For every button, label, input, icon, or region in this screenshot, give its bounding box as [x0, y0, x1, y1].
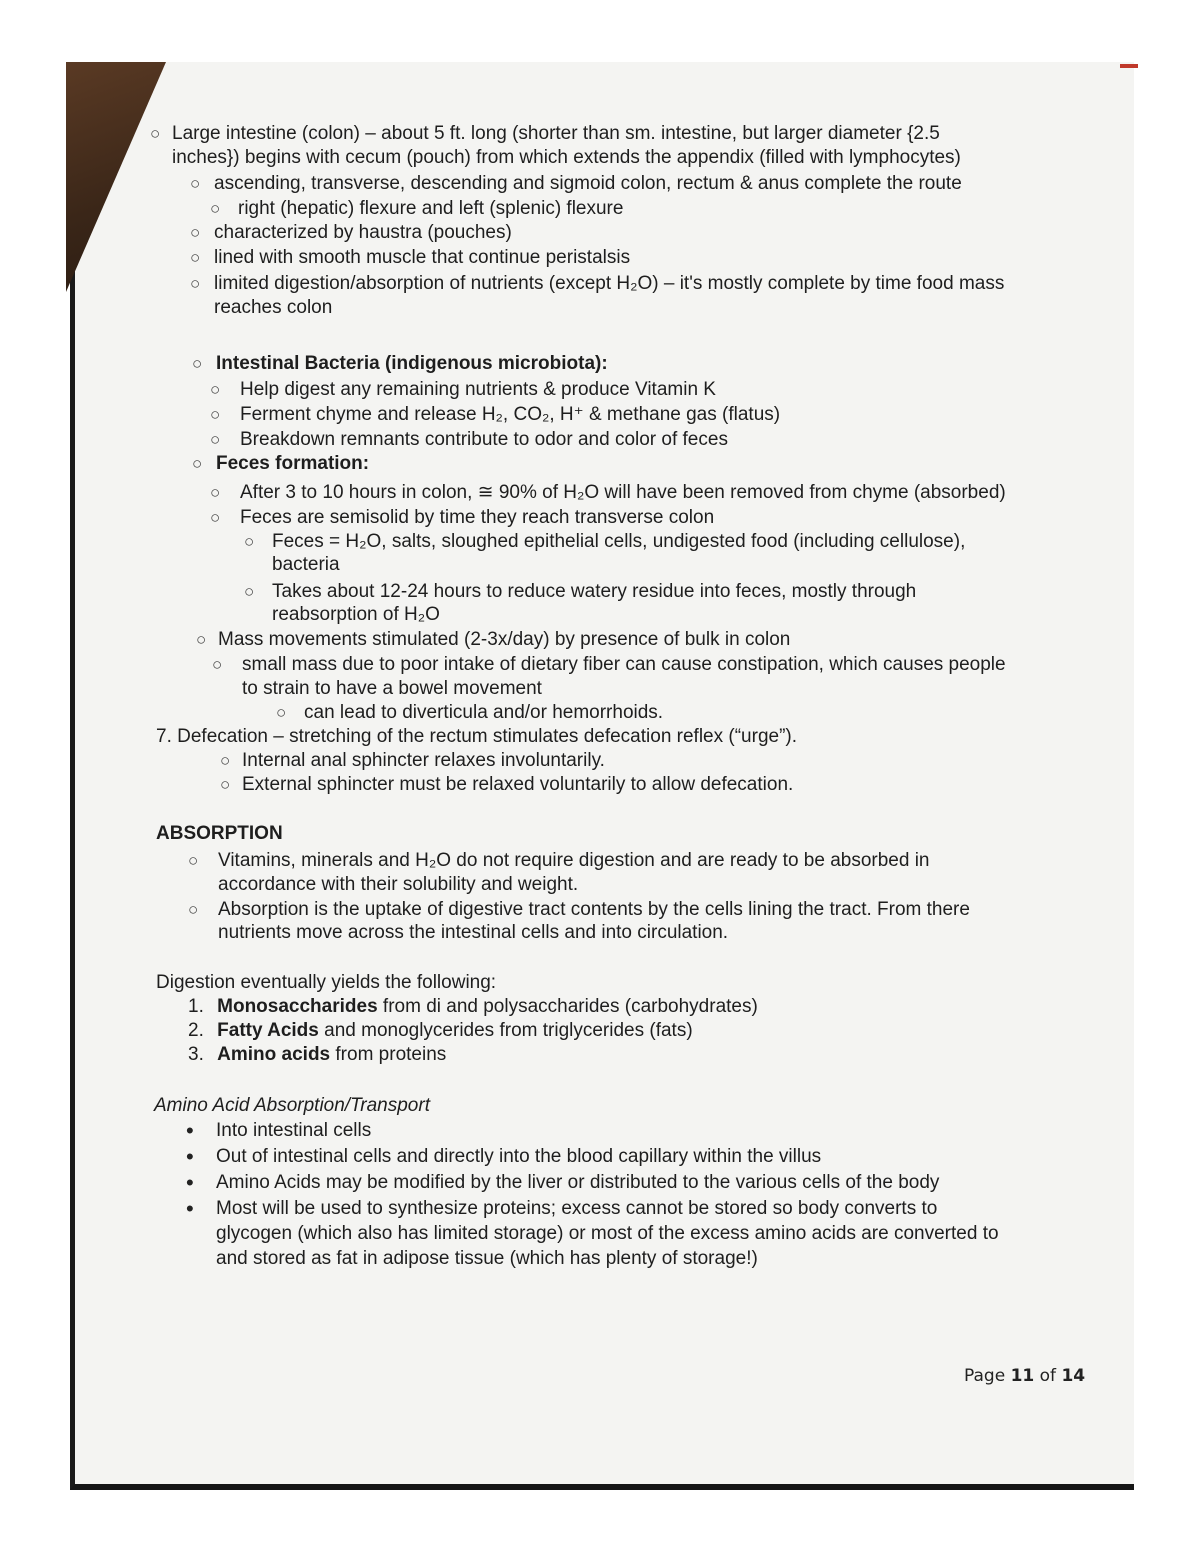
numbered-item — [188, 1043, 446, 1066]
section-subheading: Feces formation: — [216, 453, 370, 474]
edge-mark — [1120, 64, 1138, 68]
text-line: 7. Defecation – stretching of the rectum stimulates defecation reflex (“urge”). — [156, 726, 798, 747]
text-line: to strain to have a bowel movement — [242, 678, 542, 699]
item-term: Amino acids — [217, 1044, 331, 1065]
item-text: from proteins — [330, 1044, 447, 1065]
text-line: Mass movements stimulated (2-3x/day) by presence of bulk in colon — [218, 629, 791, 650]
text-line: limited digestion/absorption of nutrients (except H₂O) – it's mostly complete by time food mass — [214, 273, 1005, 294]
bullet-circle: ○ — [210, 199, 221, 218]
bullet-circle: ○ — [190, 248, 201, 267]
item-term: Fatty Acids — [217, 1020, 319, 1041]
text-line: Large intestine (colon) – about 5 ft. long (shorter than sm. intestine, but larger diameter {2.5 — [172, 123, 940, 144]
bullet-circle: ○ — [210, 430, 221, 449]
text-line: inches}) begins with cecum (pouch) from which extends the appendix (filled with lymphocytes) — [172, 147, 961, 168]
bullet-circle: ○ — [276, 703, 287, 722]
text-line: External sphincter must be relaxed voluntarily to allow defecation. — [242, 774, 794, 795]
bullet-circle: ○ — [220, 751, 231, 770]
bullet-dot: • — [186, 1118, 194, 1143]
text-line: accordance with their solubility and weight. — [218, 874, 579, 895]
bullet-circle: ○ — [192, 354, 203, 373]
text-line: Vitamins, minerals and H₂O do not require digestion and are ready to be absorbed in — [218, 850, 930, 871]
page-current: 11 — [1010, 1366, 1035, 1386]
bullet-dot: • — [186, 1170, 194, 1195]
page-number — [964, 1366, 1085, 1386]
text-line: Help digest any remaining nutrients & produce Vitamin K — [240, 379, 716, 400]
text-line: glycogen (which also has limited storage) or most of the excess amino acids are converted to — [216, 1223, 999, 1244]
text-line: Feces are semisolid by time they reach transverse colon — [240, 507, 715, 528]
text-line: Breakdown remnants contribute to odor and color of feces — [240, 429, 728, 450]
bullet-circle: ○ — [196, 630, 207, 649]
text-line: right (hepatic) flexure and left (splenic) flexure — [238, 198, 624, 219]
page-total: 14 — [1061, 1366, 1086, 1386]
bullet-circle: ○ — [212, 655, 223, 674]
numbered-item — [188, 995, 758, 1018]
section-heading: ABSORPTION — [156, 823, 283, 844]
text-line: Amino Acids may be modified by the liver or distributed to the various cells of the body — [216, 1172, 940, 1193]
text-line: small mass due to poor intake of dietary fiber can cause constipation, which causes people — [242, 654, 1006, 675]
text-line: can lead to diverticula and/or hemorrhoids. — [304, 702, 664, 723]
text-line: Into intestinal cells — [216, 1120, 372, 1141]
text-line: nutrients move across the intestinal cells and into circulation. — [218, 922, 729, 943]
text-line: Internal anal sphincter relaxes involuntarily. — [242, 750, 605, 771]
bullet-circle: ○ — [190, 174, 201, 193]
text-line: characterized by haustra (pouches) — [214, 222, 512, 243]
bullet-circle: ○ — [210, 508, 221, 527]
text-line: Digestion eventually yields the following: — [156, 972, 497, 993]
bullet-circle: ○ — [192, 454, 203, 473]
item-term: Monosaccharides — [217, 996, 378, 1017]
text-line: and stored as fat in adipose tissue (which has plenty of storage!) — [216, 1248, 758, 1269]
text-line: After 3 to 10 hours in colon, ≅ 90% of H₂O will have been removed from chyme (absorbed) — [240, 482, 1006, 503]
text-line: reabsorption of H₂O — [272, 604, 440, 625]
text-line: reaches colon — [214, 297, 333, 318]
text-line: lined with smooth muscle that continue peristalsis — [214, 247, 631, 268]
bullet-dot: • — [186, 1144, 194, 1169]
section-subheading: Intestinal Bacteria (indigenous microbiota): — [216, 353, 608, 374]
bullet-circle: ○ — [190, 223, 201, 242]
bullet-circle: ○ — [210, 405, 221, 424]
text-line: bacteria — [272, 554, 340, 575]
item-number: 3. — [188, 1044, 204, 1065]
text-line: Absorption is the uptake of digestive tract contents by the cells lining the tract. From there — [218, 899, 970, 920]
bullet-circle: ○ — [190, 274, 201, 293]
subsection-title: Amino Acid Absorption/Transport — [154, 1095, 430, 1116]
bullet-circle: ○ — [220, 775, 231, 794]
text-line: Takes about 12-24 hours to reduce watery residue into feces, mostly through — [272, 581, 917, 602]
page-of: of — [1034, 1366, 1062, 1386]
item-text: and monoglycerides from triglycerides (fats) — [318, 1020, 693, 1041]
item-number: 1. — [188, 996, 204, 1017]
bullet-dot: • — [186, 1196, 194, 1221]
bullet-circle: ○ — [244, 582, 255, 601]
text-line: Ferment chyme and release H₂, CO₂, H⁺ & methane gas (flatus) — [240, 404, 781, 425]
page-prefix: Page — [964, 1366, 1011, 1386]
bullet-circle: ○ — [188, 900, 199, 919]
text-line: Feces = H₂O, salts, sloughed epithelial cells, undigested food (including cellulose), — [272, 531, 966, 552]
bullet-circle: ○ — [210, 483, 221, 502]
numbered-item — [188, 1019, 693, 1042]
bullet-circle: ○ — [244, 532, 255, 551]
item-number: 2. — [188, 1020, 204, 1041]
text-line: Out of intestinal cells and directly into the blood capillary within the villus — [216, 1146, 822, 1167]
bullet-circle: ○ — [188, 851, 199, 870]
text-line: Most will be used to synthesize proteins; excess cannot be stored so body converts to — [216, 1198, 938, 1219]
item-text: from di and polysaccharides (carbohydrates) — [377, 996, 758, 1017]
bullet-circle: ○ — [150, 124, 161, 143]
bullet-circle: ○ — [210, 380, 221, 399]
text-line: ascending, transverse, descending and sigmoid colon, rectum & anus complete the route — [214, 173, 962, 194]
